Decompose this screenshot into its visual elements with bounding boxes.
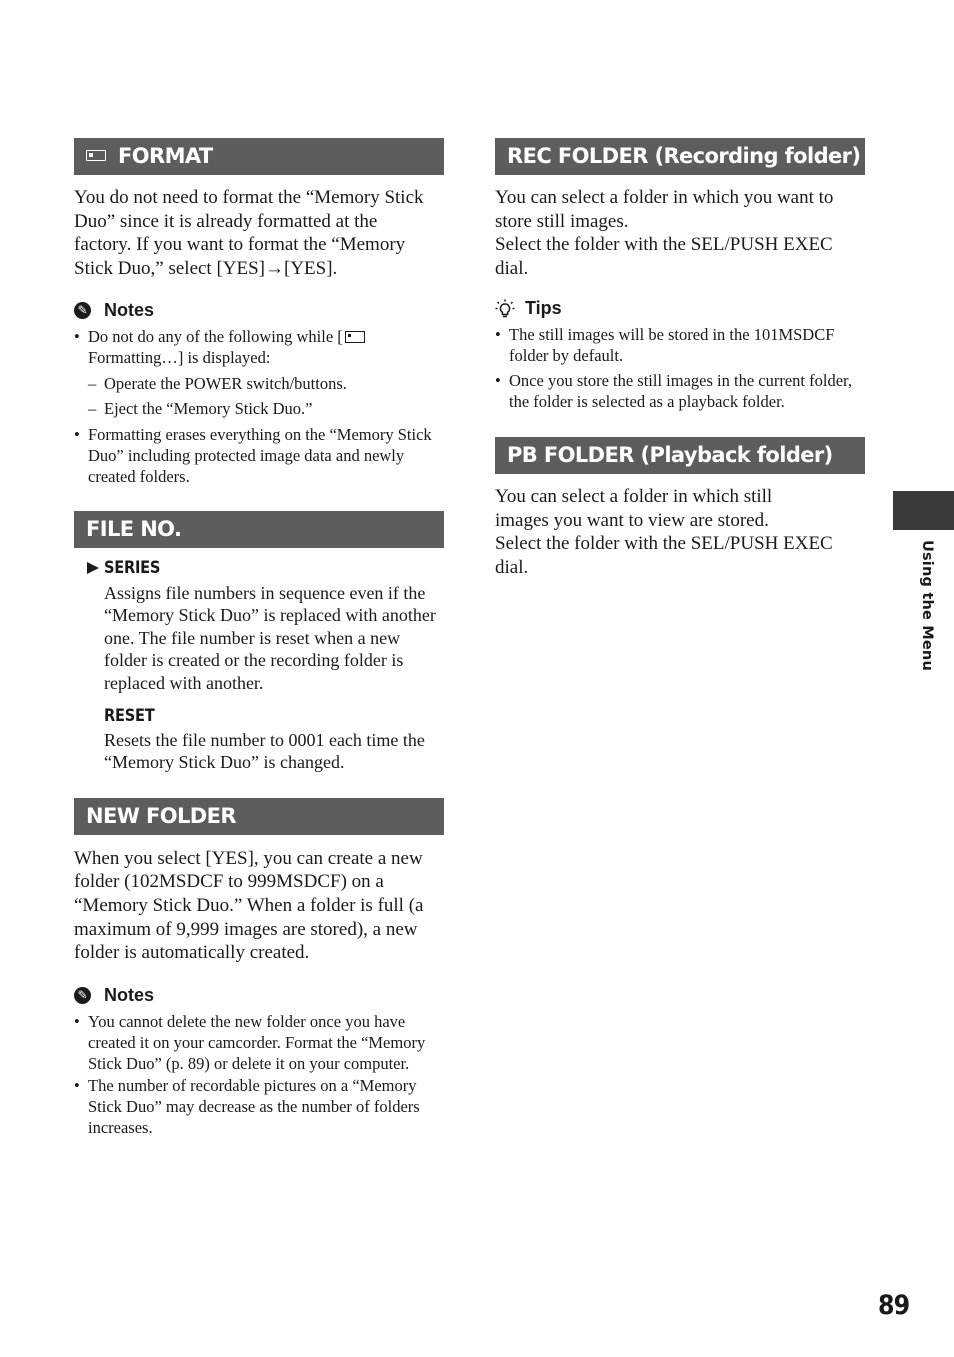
new-folder-body: When you select [YES], you can create a new folder (102MSDCF to 999MSDCF) on a “Memory Stick Duo.” When a folder is full (a maximum of 9,999 images are stored), a new folder is automatically created. [74, 847, 424, 964]
tips-list [495, 325, 865, 413]
format-heading: FORMAT [74, 138, 444, 175]
reset-label: RESET [104, 705, 155, 726]
tips-heading: Tips [495, 298, 865, 319]
list-item: • You cannot delete the new folder once you have created it on your camcorder. Format the “Memory Stick Duo” (p. 89) or delete it on your computer. [74, 1012, 444, 1075]
list-item: – Operate the POWER switch/buttons. [74, 372, 444, 397]
pb-folder-heading: PB FOLDER (Playback folder) [495, 437, 865, 474]
list-item: – Eject the “Memory Stick Duo.” [74, 397, 444, 422]
format-body: You do not need to format the “Memory Stick Duo” since it is already formatted at the factory. If you want to format the “Memory Stick Duo,” select [YES]→[YES]. [74, 187, 424, 279]
new-folder-heading: NEW FOLDER [74, 798, 444, 835]
rec-folder-body-1: You can select a folder in which you want to store still images. [495, 187, 834, 232]
list-item: • Once you store the still images in the current folder, the folder is selected as a playback folder. [495, 371, 865, 413]
left-column [74, 138, 444, 1139]
tips-lightbulb-icon [495, 299, 515, 319]
list-item: • The still images will be stored in the 101MSDCF folder by default. [495, 325, 865, 367]
play-arrow-icon [86, 561, 100, 575]
notes-icon: ✎ [74, 987, 91, 1004]
pb-folder-body-2: Select the folder with the SEL/PUSH EXEC dial. [495, 533, 833, 578]
series-label: SERIES [104, 557, 161, 578]
list-item: • Do not do any of the following while [ Formatting…] is displayed: – Operate the POWER switch/buttons. – Eject the “Memory Stick Duo.” [74, 327, 444, 421]
format-notes-list [74, 327, 444, 488]
new-folder-notes-heading: ✎ Notes [74, 985, 444, 1006]
notes-icon: ✎ [74, 302, 91, 319]
format-sub-list [74, 372, 444, 421]
pb-folder-body-1: You can select a folder in which still images you want to view are stored. [495, 486, 773, 531]
chapter-tab [893, 491, 954, 530]
page-number: 89 [878, 1290, 910, 1321]
list-item: • Formatting erases everything on the “Memory Stick Duo” including protected image data and newly created folders. [74, 425, 444, 488]
rec-folder-body-2: Select the folder with the SEL/PUSH EXEC dial. [495, 234, 833, 279]
chapter-label: Using the Menu [919, 540, 935, 671]
list-item: • The number of recordable pictures on a “Memory Stick Duo” may decrease as the number of folders increases. [74, 1076, 444, 1139]
memory-stick-icon [345, 331, 365, 343]
series-body: Assigns file numbers in sequence even if the “Memory Stick Duo” is replaced with another one. The file number is reset when a new folder is created or the recording folder is replaced with another. [104, 582, 436, 693]
file-no-options [86, 558, 444, 774]
format-notes-heading: ✎ Notes [74, 300, 444, 321]
file-no-heading: FILE NO. [74, 511, 444, 548]
rec-folder-heading: REC FOLDER (Recording folder) [495, 138, 865, 175]
memory-stick-icon [86, 150, 106, 161]
reset-body: Resets the file number to 0001 each time the “Memory Stick Duo” is changed. [104, 729, 425, 773]
right-column [495, 138, 865, 579]
new-folder-notes-list [74, 1012, 444, 1139]
